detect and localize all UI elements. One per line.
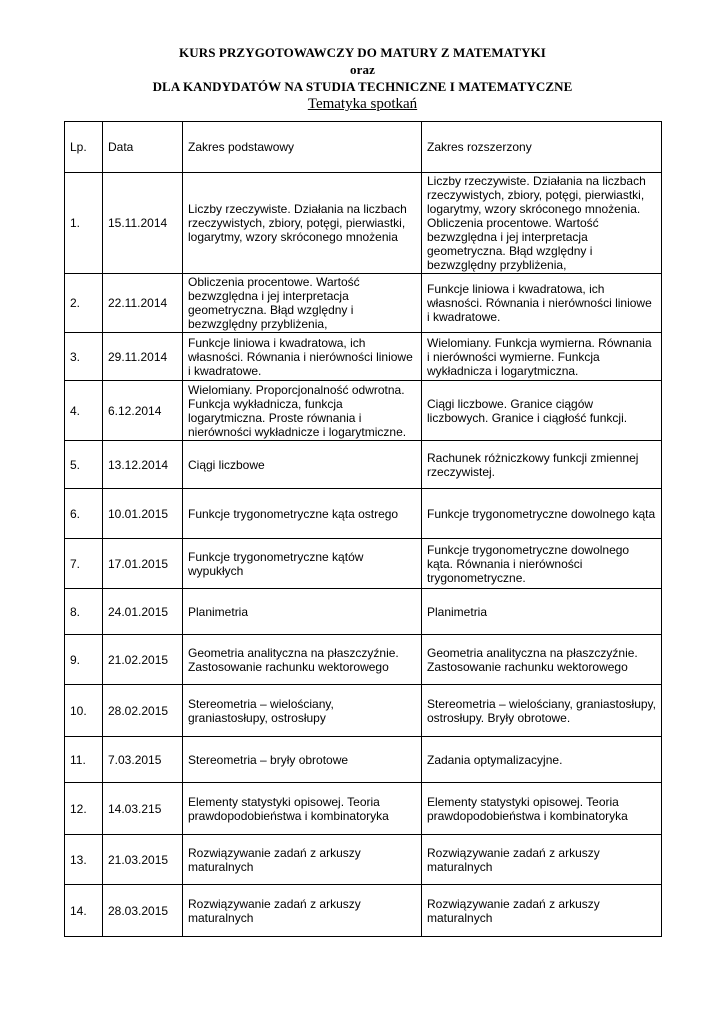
row-extended-scope: Zadania optymalizacyjne. [422,737,662,783]
row-basic-scope: Planimetria [183,589,422,635]
row-basic-scope: Funkcje trygonometryczne kąta ostrego [183,489,422,539]
row-date: 28.02.2015 [103,685,183,737]
row-date: 24.01.2015 [103,589,183,635]
row-number: 6. [65,489,103,539]
row-number: 4. [65,381,103,441]
table-row [65,783,662,835]
row-basic-scope: Liczby rzeczywiste. Działania na liczbach rzeczywistych, zbiory, potęgi, pierwiastki, logarytmy, wzory skróconego mnożenia [183,173,422,274]
table-row [65,274,662,333]
row-basic-scope: Geometria analityczna na płaszczyźnie. Zastosowanie rachunku wektorowego [183,635,422,685]
row-date: 21.02.2015 [103,635,183,685]
row-extended-scope: Elementy statystyki opisowej. Teoria prawdopodobieństwa i kombinatoryka [422,783,662,835]
row-basic-scope: Rozwiązywanie zadań z arkuszy maturalnych [183,835,422,885]
title-line-3: DLA KANDYDATÓW NA STUDIA TECHNICZNE I MATEMATYCZNE [152,79,573,94]
row-extended-scope: Ciągi liczbowe. Granice ciągów liczbowych. Granice i ciągłość funkcji. [422,381,662,441]
row-basic-scope: Wielomiany. Proporcjonalność odwrotna. Funkcja wykładnicza, funkcja logarytmiczna. Proste równania i nierówności wykładnicze i logarytmiczne. [183,381,422,441]
row-date: 22.11.2014 [103,274,183,333]
table-row [65,589,662,635]
row-number: 8. [65,589,103,635]
row-date: 7.03.2015 [103,737,183,783]
table-row [65,885,662,937]
row-number: 3. [65,333,103,381]
table-row [65,333,662,381]
row-extended-scope: Funkcje trygonometryczne dowolnego kąta. Równania i nierówności trygonometryczne. [422,539,662,589]
row-extended-scope: Geometria analityczna na płaszczyźnie. Zastosowanie rachunku wektorowego [422,635,662,685]
row-number: 12. [65,783,103,835]
row-number: 14. [65,885,103,937]
row-date: 15.11.2014 [103,173,183,274]
row-number: 5. [65,441,103,489]
row-extended-scope: Rozwiązywanie zadań z arkuszy maturalnych [422,885,662,937]
row-extended-scope: Liczby rzeczywiste. Działania na liczbach rzeczywistych, zbiory, potęgi, pierwiastki, logarytmy, wzory skróconego mnożenia. Obliczenia procentowe. Wartość bezwzględna i jej interpretacja geometryczna. Błąd względny i bezwzględny przybliżenia, [422,173,662,274]
table-row [65,835,662,885]
row-date: 13.12.2014 [103,441,183,489]
header-date: Data [103,122,183,173]
document-header [0,44,725,114]
title-line-2: oraz [350,62,375,77]
row-number: 1. [65,173,103,274]
table-header-row [65,122,662,173]
table-row [65,173,662,274]
table-row [65,539,662,589]
table-row [65,489,662,539]
row-basic-scope: Funkcje trygonometryczne kątów wypukłych [183,539,422,589]
header-extended-scope: Zakres rozszerzony [422,122,662,173]
row-extended-scope: Stereometria – wielościany, graniastosłupy, ostrosłupy. Bryły obrotowe. [422,685,662,737]
row-date: 10.01.2015 [103,489,183,539]
row-date: 14.03.215 [103,783,183,835]
row-basic-scope: Obliczenia procentowe. Wartość bezwzględna i jej interpretacja geometryczna. Błąd względny i bezwzględny przybliżenia, [183,274,422,333]
row-extended-scope: Funkcje trygonometryczne dowolnego kąta [422,489,662,539]
row-number: 10. [65,685,103,737]
table-row [65,685,662,737]
row-basic-scope: Stereometria – wielościany, graniastosłupy, ostrosłupy [183,685,422,737]
row-basic-scope: Elementy statystyki opisowej. Teoria prawdopodobieństwa i kombinatoryka [183,783,422,835]
row-basic-scope: Stereometria – bryły obrotowe [183,737,422,783]
table-row [65,441,662,489]
row-number: 13. [65,835,103,885]
row-date: 17.01.2015 [103,539,183,589]
schedule-table [64,121,662,937]
row-extended-scope: Funkcje liniowa i kwadratowa, ich własności. Równania i nierówności liniowe i kwadratowe. [422,274,662,333]
row-extended-scope: Wielomiany. Funkcja wymierna. Równania i nierówności wymierne. Funkcja wykładnicza i logarytmiczna. [422,333,662,381]
row-number: 2. [65,274,103,333]
row-number: 11. [65,737,103,783]
row-basic-scope: Funkcje liniowa i kwadratowa, ich własności. Równania i nierówności liniowe i kwadratowe. [183,333,422,381]
row-date: 6.12.2014 [103,381,183,441]
table-row [65,381,662,441]
table-row [65,737,662,783]
row-date: 21.03.2015 [103,835,183,885]
row-extended-scope: Rachunek różniczkowy funkcji zmiennej rzeczywistej. [422,441,662,489]
row-extended-scope: Rozwiązywanie zadań z arkuszy maturalnych [422,835,662,885]
row-date: 29.11.2014 [103,333,183,381]
row-basic-scope: Ciągi liczbowe [183,441,422,489]
row-basic-scope: Rozwiązywanie zadań z arkuszy maturalnych [183,885,422,937]
row-extended-scope: Planimetria [422,589,662,635]
title-line-1: KURS PRZYGOTOWAWCZY DO MATURY Z MATEMATYKI [179,45,546,60]
subtitle: Tematyka spotkań [307,96,418,112]
table-row [65,635,662,685]
row-number: 9. [65,635,103,685]
header-lp: Lp. [65,122,103,173]
header-basic-scope: Zakres podstawowy [183,122,422,173]
row-date: 28.03.2015 [103,885,183,937]
row-number: 7. [65,539,103,589]
